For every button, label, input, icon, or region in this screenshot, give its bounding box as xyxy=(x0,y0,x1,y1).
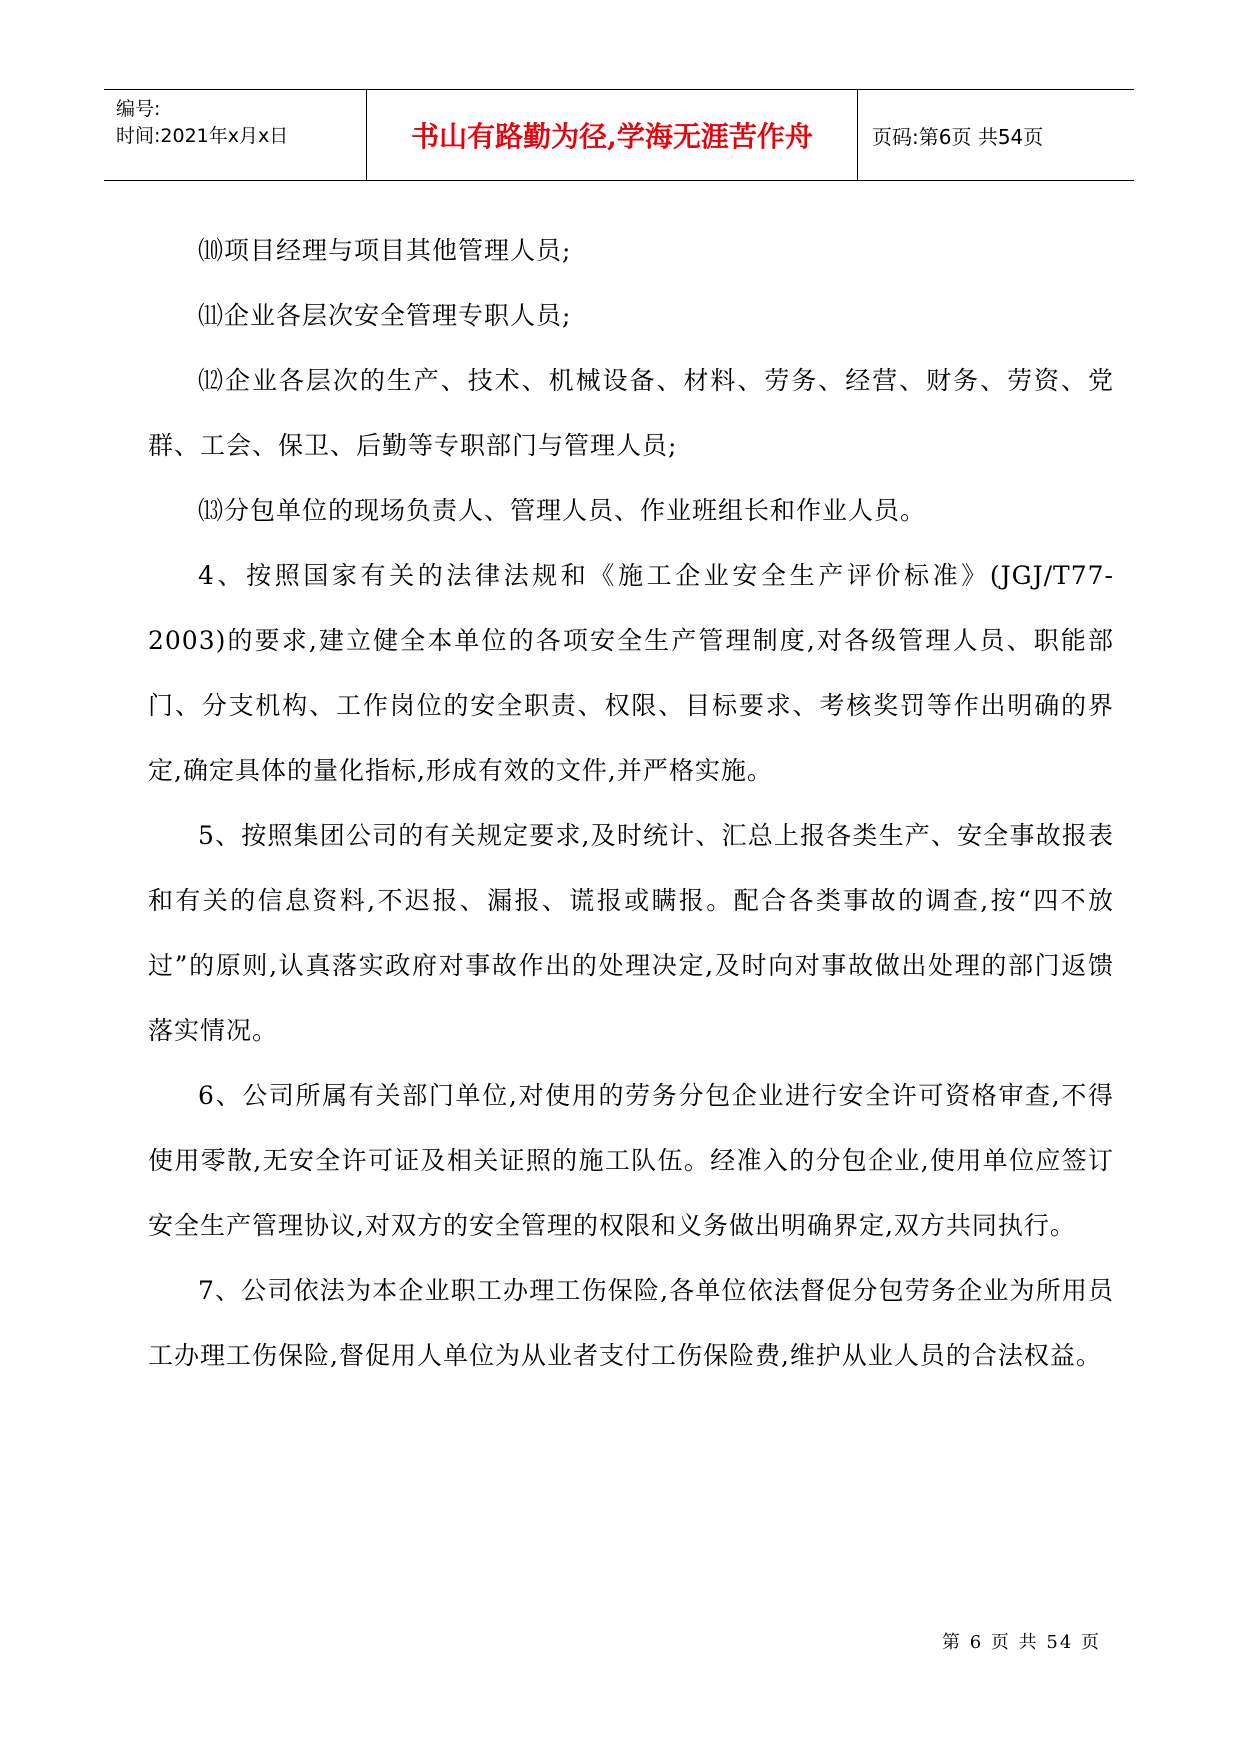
page-header xyxy=(104,89,1134,181)
document-time: 时间:2021年x月x日 xyxy=(116,125,289,147)
header-meta-cell xyxy=(104,90,367,180)
paragraph-item-11: ⑾企业各层次安全管理专职人员; xyxy=(198,301,572,330)
paragraph-item-12: ⑿企业各层次的生产、技术、机械设备、材料、劳务、经营、财务、劳资、党群、工会、保卫、后勤等专职部门与管理人员; xyxy=(148,366,1114,460)
paragraph-section-5: 5、按照集团公司的有关规定要求,及时统计、汇总上报各类生产、安全事故报表和有关的信息资料,不迟报、漏报、谎报或瞒报。配合各类事故的调查,按“四不放过”的原则,认真落实政府对事故作出的处理决定,及时向对事故做出处理的部门返馈落实情况。 xyxy=(148,821,1114,1045)
paragraph-item-13: ⒀分包单位的现场负责人、管理人员、作业班组长和作业人员。 xyxy=(198,496,927,525)
paragraph-item-10: ⑽项目经理与项目其他管理人员; xyxy=(198,236,572,265)
header-motto: 书山有路勤为径,学海无涯苦作舟 xyxy=(367,90,858,180)
paragraph-section-4: 4、按照国家有关的法律法规和《施工企业安全生产评价标准》(JGJ/T77-2003)的要求,建立健全本单位的各项安全生产管理制度,对各级管理人员、职能部门、分支机构、工作岗位的安全职责、权限、目标要求、考核奖罚等作出明确的界定,确定具体的量化指标,形成有效的文件,并严格实施。 xyxy=(148,561,1114,785)
document-body xyxy=(148,218,1114,1388)
paragraph-section-6: 6、公司所属有关部门单位,对使用的劳务分包企业进行安全许可资格审查,不得使用零散,无安全许可证及相关证照的施工队伍。经准入的分包企业,使用单位应签订安全生产管理协议,对双方的安全管理的权限和义务做出明确界定,双方共同执行。 xyxy=(148,1081,1114,1240)
page-footer: 第 6 页 共 54 页 xyxy=(942,1632,1101,1653)
header-page-code: 页码:第6页 共54页 xyxy=(872,124,1044,149)
document-number-label: 编号: xyxy=(116,98,161,120)
paragraph-section-7: 7、公司依法为本企业职工办理工伤保险,各单位依法督促分包劳务企业为所用员工办理工伤保险,督促用人单位为从业者支付工伤保险费,维护从业人员的合法权益。 xyxy=(148,1276,1114,1370)
